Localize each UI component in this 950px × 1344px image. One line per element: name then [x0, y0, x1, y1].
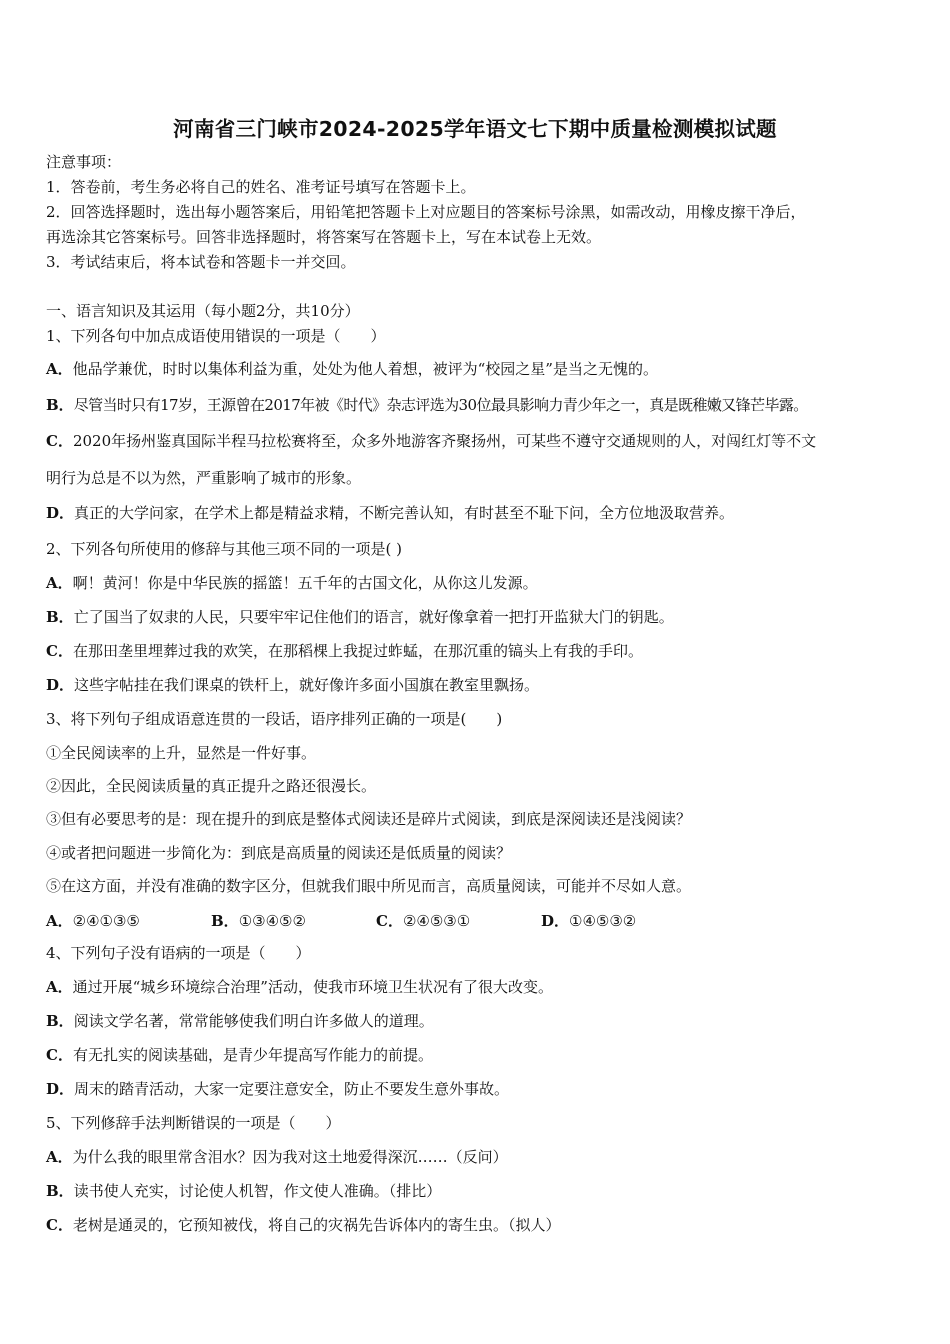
option-text: 周末的踏青活动，大家一定要注意安全，防止不要发生意外事故。: [74, 1080, 510, 1098]
option-letter: C．: [46, 1046, 73, 1064]
option-letter: C．: [46, 432, 73, 450]
option-text: 真正的大学问家，在学术上都是精益求精，不断完善认知，有时甚至不耻下问，全方位地汲取营养。: [74, 504, 735, 522]
option-letter: B．: [46, 396, 74, 414]
option-letter: A．: [46, 978, 73, 996]
option-letter: B．: [211, 912, 239, 930]
page-title: 河南省三门峡市2024-2025学年语文七下期中质量检测模拟试题: [173, 117, 777, 141]
option-c: [46, 641, 643, 661]
notice-item: 3．考试结束后，将本试卷和答题卡一并交回。: [46, 253, 356, 271]
option-text: ①④⑤③②: [569, 912, 637, 930]
section-heading: 一、语言知识及其运用（每小题2分，共10分）: [46, 302, 360, 320]
option-text: ②④⑤③①: [402, 912, 471, 930]
option-text: 亡了国当了奴隶的人民，只要牢牢记住他们的语言，就好像拿着一把打开监狱大门的钥匙。: [73, 608, 674, 626]
option-letter: D．: [46, 1080, 75, 1098]
option-letter: B．: [46, 1012, 74, 1030]
option-text: 阅读文学名著，常常能够使我们明白许多做人的道理。: [73, 1012, 434, 1030]
option-d: [46, 675, 539, 695]
option-text: 啊！黄河！你是中华民族的摇篮！五千年的古国文化，从你这儿发源。: [72, 574, 538, 592]
option-d: [46, 503, 734, 523]
question-stem: 1、下列各句中加点成语使用错误的一项是（ ）: [46, 327, 386, 345]
option-letter: A．: [46, 1148, 73, 1166]
option-letter: A．: [46, 360, 73, 378]
option-letter: B．: [46, 608, 74, 626]
answer-choices-row: [46, 910, 706, 931]
option-letter: C．: [376, 912, 403, 930]
option-text: 为什么我的眼里常含泪水？因为我对这土地爱得深沉……（反问）: [72, 1148, 508, 1166]
option-letter: C．: [46, 642, 73, 660]
option-c: [46, 1045, 433, 1065]
sentence-item: ②因此，全民阅读质量的真正提升之路还很漫长。: [46, 777, 377, 795]
notice-heading: 注意事项：: [46, 153, 122, 171]
option-letter: D．: [46, 676, 75, 694]
option-text: 他品学兼优，时时以集体利益为重，处处为他人着想，被评为“校园之星”是当之无愧的。: [72, 360, 658, 378]
choice-d: [541, 910, 706, 931]
option-letter: D．: [46, 504, 75, 522]
question-stem: 4、下列句子没有语病的一项是（ ）: [46, 944, 311, 962]
option-c: [46, 1215, 560, 1235]
option-text: 在那田垄里埋葬过我的欢笑，在那稻棵上我捉过蚱蜢，在那沉重的镐头上有我的手印。: [72, 642, 643, 660]
question-stem: 3、将下列句子组成语意连贯的一段话，语序排列正确的一项是( ): [46, 710, 503, 728]
question-stem: 5、下列修辞手法判断错误的一项是（ ）: [46, 1114, 341, 1132]
choice-b: [211, 910, 376, 931]
choice-a: [46, 910, 211, 931]
option-text: 有无扎实的阅读基础，是青少年提高写作能力的前提。: [72, 1046, 433, 1064]
option-b: [46, 607, 674, 627]
option-b: [46, 1011, 434, 1031]
question-stem: 2、下列各句所使用的修辞与其他三项不同的一项是( ): [46, 540, 403, 558]
option-text: 通过开展“城乡环境综合治理”活动，使我市环境卫生状况有了很大改变。: [72, 978, 553, 996]
option-text: 老树是通灵的，它预知被伐，将自己的灾祸先告诉体内的寄生虫。（拟人）: [72, 1216, 561, 1234]
option-c-continued: 明行为总是不以为然，严重影响了城市的形象。: [46, 469, 362, 487]
option-c: [46, 431, 816, 451]
option-letter: B．: [46, 1182, 74, 1200]
sentence-item: ③但有必要思考的是：现在提升的到底是整体式阅读还是碎片式阅读，到底是深阅读还是浅阅读？: [46, 810, 692, 828]
notice-item: 再选涂其它答案标号。回答非选择题时，将答案写在答题卡上，写在本试卷上无效。: [46, 228, 602, 246]
sentence-item: ①全民阅读率的上升，显然是一件好事。: [46, 744, 317, 762]
option-b: [46, 1181, 441, 1201]
option-text: 2020年扬州鉴真国际半程马拉松赛将至，众多外地游客齐聚扬州，可某些不遵守交通规则的人，对闯红灯等不文: [72, 432, 817, 450]
option-b: [46, 395, 808, 415]
option-text: 尽管当时只有17岁，王源曾在2017年被《时代》杂志评选为30位最具影响力青少年之一，真是既稚嫩又锋芒毕露。: [73, 396, 808, 414]
option-letter: A．: [46, 912, 73, 930]
option-letter: C．: [46, 1216, 73, 1234]
option-a: [46, 1147, 508, 1167]
option-text: 读书使人充实，讨论使人机智，作文使人准确。（排比）: [73, 1182, 442, 1200]
option-letter: A．: [46, 574, 73, 592]
sentence-item: ④或者把问题进一步简化为：到底是高质量的阅读还是低质量的阅读？: [46, 844, 512, 862]
notice-item: 1．答卷前，考生务必将自己的姓名、准考证号填写在答题卡上。: [46, 178, 476, 196]
option-letter: D．: [541, 912, 570, 930]
sentence-item: ⑤在这方面，并没有准确的数字区分，但就我们眼中所见而言，高质量阅读，可能并不尽如人意。: [46, 877, 692, 895]
option-d: [46, 1079, 509, 1099]
option-text: ①③④⑤②: [238, 912, 306, 930]
choice-c: [376, 910, 541, 931]
option-text: ②④①③⑤: [72, 912, 140, 930]
option-a: [46, 359, 658, 379]
notice-item: 2．回答选择题时，选出每小题答案后，用铅笔把答题卡上对应题目的答案标号涂黑，如需改动，用橡皮擦干净后，: [46, 203, 806, 221]
option-a: [46, 573, 538, 593]
option-text: 这些字帖挂在我们课桌的铁杆上，就好像许多面小国旗在教室里飘扬。: [74, 676, 540, 694]
option-a: [46, 977, 553, 997]
